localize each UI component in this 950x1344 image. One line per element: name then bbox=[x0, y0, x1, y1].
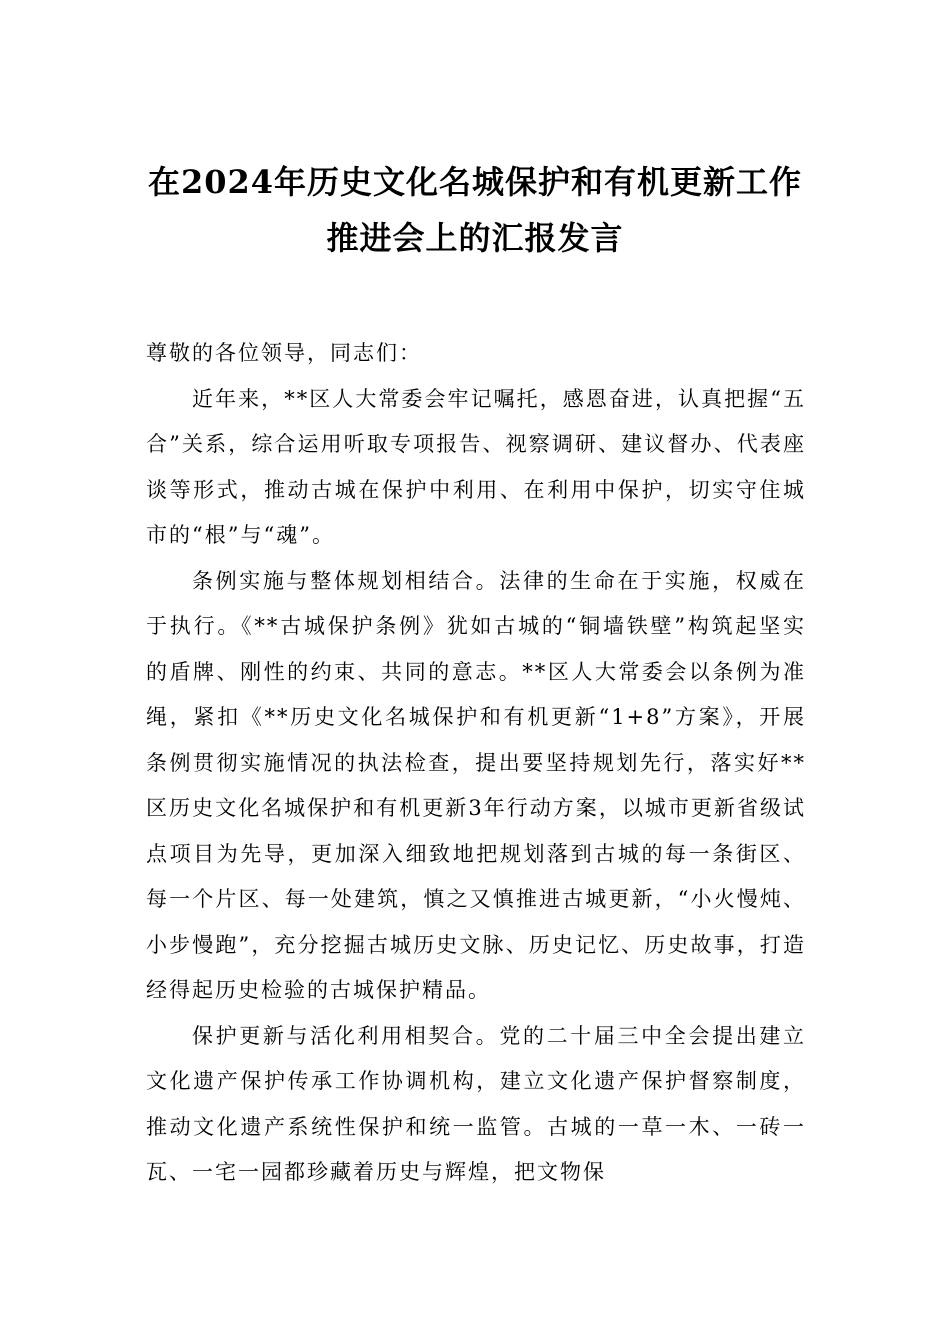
document-body bbox=[146, 331, 806, 1196]
paragraph-intro: 近年来，**区人大常委会牢记嘱托，感恩奋进，认真把握“五合”关系，综合运用听取专项报告、视察调研、建议督办、代表座谈等形式，推动古城在保护中利用、在利用中保护，切实守住城市的“根”与“魂”。 bbox=[146, 386, 806, 547]
paragraph-regulation-planning: 条例实施与整体规划相结合。法律的生命在于实施，权威在于执行。《**古城保护条例》犹如古城的“铜墙铁壁”构筑起坚实的盾牌、刚性的约束、共同的意志。**区人大常委会以条例为准绳，紧扣《**历史文化名城保护和有机更新“1+8”方案》，开展条例贯彻实施情况的执法检查，提出要坚持规划先行，落实好**区历史文化名城保护和有机更新3年行动方案，以城市更新省级试点项目为先导，更加深入细致地把规划落到古城的每一条街区、每一个片区、每一处建筑，慎之又慎推进古城更新，“小火慢炖、小步慢跑”，充分挖掘古城历史文脉、历史记忆、历史故事，打造经得起历史检验的古城保护精品。 bbox=[146, 568, 806, 1002]
salutation: 尊敬的各位领导，同志们： bbox=[146, 341, 422, 365]
document-title: 在2024年历史文化名城保护和有机更新工作推进会上的汇报发言 bbox=[147, 163, 803, 257]
paragraph-protection-utilization: 保护更新与活化利用相契合。党的二十届三中全会提出建立文化遗产保护传承工作协调机构，建立文化遗产保护督察制度，推动文化遗产系统性保护和统一监管。古城的一草一木、一砖一瓦、一宅一园都珍藏着历史与辉煌，把文物保 bbox=[146, 1023, 806, 1184]
